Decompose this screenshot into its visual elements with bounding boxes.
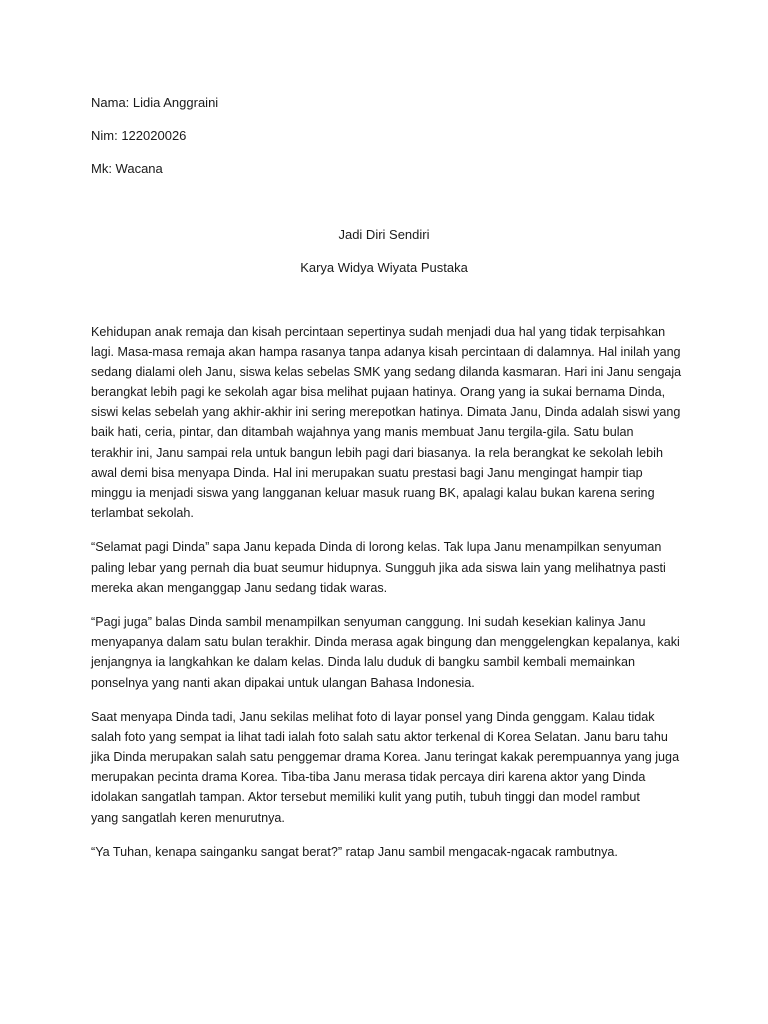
text-line: paling lebar yang pernah dia buat seumur hidupnya. Sungguh jika ada siswa lain yang melihatnya pasti <box>91 560 666 575</box>
story-author: Karya Widya Wiyata Pustaka <box>300 260 468 275</box>
text-line: terakhir ini, Janu sampai rela untuk bangun lebih pagi dari biasanya. Ia rela berangkat ke sekolah lebih <box>91 445 663 460</box>
student-name: Nama: Lidia Anggraini <box>91 95 219 110</box>
text-line: Kehidupan anak remaja dan kisah percintaan sepertinya sudah menjadi dua hal yang tidak terpisahkan <box>91 325 666 339</box>
text-line: “Selamat pagi Dinda” sapa Janu kepada Dinda di lorong kelas. Tak lupa Janu menampilkan senyuman <box>91 540 662 555</box>
text-line: “Pagi juga” balas Dinda sambil menampilkan senyuman canggung. Ini sudah kesekian kalinya Janu <box>91 615 646 630</box>
paragraph <box>91 537 681 597</box>
text-line: terlambat sekolah. <box>91 505 194 520</box>
story-body <box>91 322 681 877</box>
text-line: mereka akan menganggap Janu sedang tidak waras. <box>91 580 388 595</box>
text-line: sedang dialami oleh Janu, siswa kelas sebelas SMK yang sedang dilanda kasmaran. Hari ini Janu sengaja <box>91 365 682 380</box>
text-line: menyapanya dalam satu bulan terakhir. Dinda merasa agak bingung dan menggelengkan kepalanya, kaki <box>91 635 680 650</box>
student-nim: Nim: 122020026 <box>91 128 187 143</box>
text-line: berangkat lebih pagi ke sekolah agar bisa melihat pujaan hatinya. Orang yang ia sukai bernama Dinda, <box>91 385 666 400</box>
text-line: jenjangnya ia langkahkan ke dalam kelas. Dinda lalu duduk di bangku sambil kembali memainkan <box>91 655 635 670</box>
paragraph <box>91 612 681 692</box>
text-line: jika Dinda merupakan salah satu penggemar drama Korea. Janu teringat kakak perempuannya yang juga <box>91 750 680 765</box>
text-line: “Ya Tuhan, kenapa sainganku sangat berat?” ratap Janu sambil mengacak-ngacak rambutnya. <box>91 845 618 860</box>
text-line: awal demi bisa menyapa Dinda. Hal ini merupakan suatu prestasi bagi Janu mengingat hampir tiap <box>91 465 643 480</box>
text-line: merupakan pecinta drama Korea. Tiba-tiba Janu merasa tidak percaya diri karena aktor yang Dinda <box>91 770 646 785</box>
text-line: Saat menyapa Dinda tadi, Janu sekilas melihat foto di layar ponsel yang Dinda genggam. Kalau tidak <box>91 710 655 725</box>
story-title: Jadi Diri Sendiri <box>338 227 430 242</box>
course-name: Mk: Wacana <box>91 161 163 176</box>
text-line: yang sangatlah keren menurutnya. <box>91 810 285 825</box>
paragraph <box>91 707 681 828</box>
paragraph <box>91 322 681 523</box>
text-line: baik hati, ceria, pintar, dan ditambah wajahnya yang manis membuat Janu tergila-gila. Satu bulan <box>91 425 634 440</box>
text-line: lagi. Masa-masa remaja akan hampa rasanya tanpa adanya kisah percintaan di dalamnya. Hal inilah yang <box>91 345 681 360</box>
text-line: minggu ia menjadi siswa yang langganan keluar masuk ruang BK, apalagi kalau bukan karena sering <box>91 485 655 500</box>
text-line: salah foto yang sempat ia lihat tadi ialah foto salah satu aktor terkenal di Korea Selatan. Janu baru tahu <box>91 730 668 745</box>
text-line: idolakan sangatlah tampan. Aktor tersebut memiliki kulit yang putih, tubuh tinggi dan model rambut <box>91 790 640 805</box>
text-line: ponselnya yang nanti akan dipakai untuk ulangan Bahasa Indonesia. <box>91 675 475 690</box>
paragraph <box>91 842 681 862</box>
text-line: siswi kelas sebelah yang akhir-akhir ini sering merepotkan hatinya. Dimata Janu, Dinda adalah siswi yang <box>91 405 681 420</box>
